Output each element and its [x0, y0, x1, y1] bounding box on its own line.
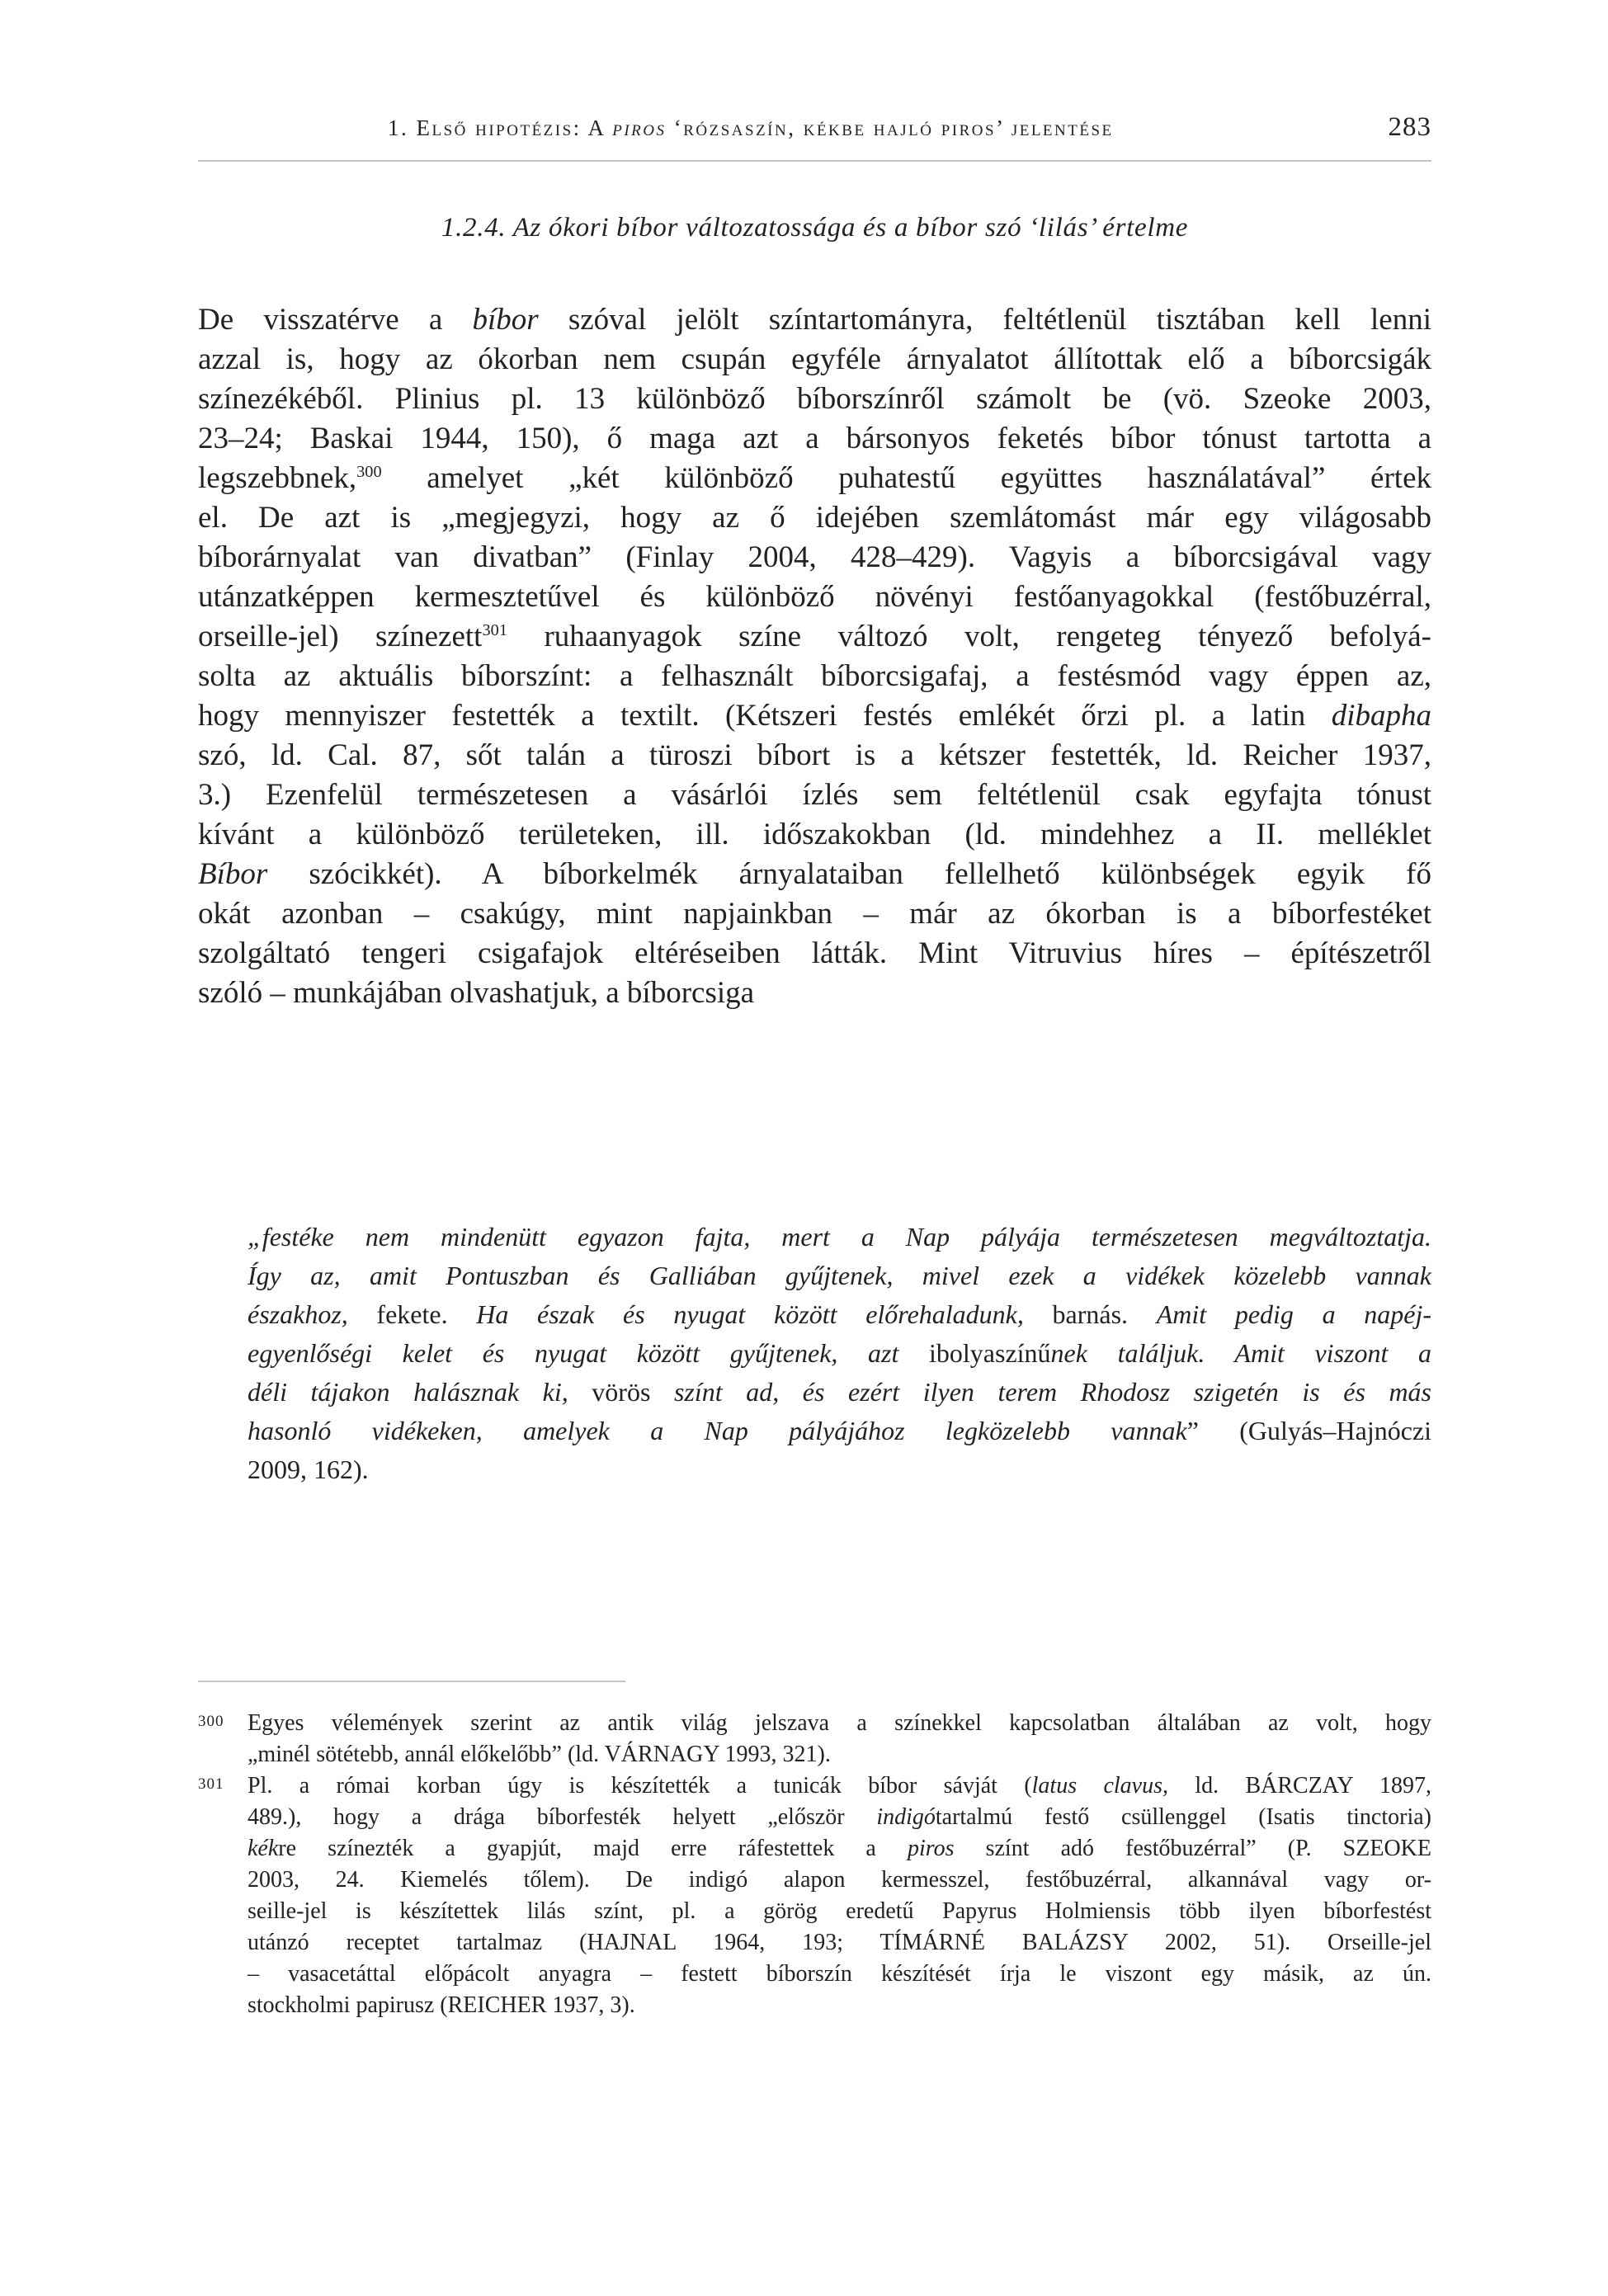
body-line: azzal is, hogy az ókorban nem csupán egyféle árnyalatot állítottak elő a bíborcsigák: [198, 342, 1431, 376]
footnote-ref-301: 301: [482, 620, 507, 639]
footnote-line: Egyes vélemények szerint az antik világ jelszava a színekkel kapcsolatban általában az volt, hogy: [248, 1710, 1431, 1736]
body-line: 3.) Ezenfelül természetesen a vásárlói ízlés sem feltétlenül csak egyfajta tónust: [198, 778, 1431, 812]
footnote-300: [198, 1708, 1431, 1770]
body-line: hogy mennyiszer festették a textilt. (Kétszeri festés emlékét őrzi pl. a latin dibapha: [198, 699, 1431, 733]
body-line: el. De azt is „megjegyzi, hogy az ő idejében szemlátomást már egy világosabb: [198, 501, 1431, 535]
footnote-ref-300: 300: [356, 462, 382, 481]
body-line: 23–24; Baskai 1944, 150), ő maga azt a bársonyos feketés bíbor tónust tartotta a: [198, 422, 1431, 455]
body-line: bíborárnyalat van divatban” (Finlay 2004, 428–429). Vagyis a bíborcsigával vagy: [198, 540, 1431, 574]
body-line: színezékéből. Plinius pl. 13 különböző bíborszínről számolt be (vö. Szeoke 2003,: [198, 382, 1431, 416]
body-line: De visszatérve a bíbor szóval jelölt színtartományra, feltétlenül tisztában kell lenni: [198, 303, 1432, 337]
body-line: szolgáltató tengeri csigafajok eltéréseiben látták. Mint Vitruvius híres – építészetről: [198, 936, 1431, 970]
footnote-line: utánzó receptet tartalmaz (HAJNAL 1964, 193; TÍMÁRNÉ BALÁZSY 2002, 51). Orseille-jel: [248, 1930, 1431, 1955]
footnote-line: Pl. a római korban úgy is készítették a tunicák bíbor sávját (latus clavus, ld. BÁRCZAY 1897,: [248, 1773, 1431, 1799]
footnote-line: „minél sötétebb, annál előkelőbb” (ld. VÁRNAGY 1993, 321).: [248, 1742, 831, 1767]
quote-line: egyenlőségi kelet és nyugat között gyűjtenek, azt ibolyaszínűnek találjuk. Amit viszont a: [248, 1338, 1432, 1368]
footnote-line: stockholmi papirusz (REICHER 1937, 3).: [248, 1992, 635, 2018]
quote-line: hasonló vidékeken, amelyek a Nap pályájához legközelebb vannak” (Gulyás–Hajnóczi: [248, 1416, 1432, 1445]
quote-line: Így az, amit Pontuszban és Galliában gyűjtenek, mivel ezek a vidékek közelebb vannak: [248, 1261, 1431, 1290]
quote-line: „festéke nem mindenütt egyazon fajta, mert a Nap pályája természetesen megváltoztatja.: [248, 1222, 1431, 1252]
body-line: solta az aktuális bíborszínt: a felhasznált bíborcsigafaj, a festésmód vagy éppen az,: [198, 659, 1431, 693]
quote-line: déli tájakon halásznak ki, vörös színt ad, és ezért ilyen terem Rhodosz szigetén is és más: [248, 1377, 1432, 1407]
running-header: [198, 112, 1431, 162]
body-line: kívánt a különböző területeken, ill. időszakokban (ld. mindehhez a II. melléklet: [198, 818, 1431, 851]
quote-line: északhoz, fekete. Ha észak és nyugat között előrehaladunk, barnás. Amit pedig a napéj-: [248, 1299, 1432, 1329]
block-quote: [248, 1218, 1431, 1489]
running-title: 1. Első hipotézis: A piros ‘rózsaszín, kékbe hajló piros’ jelentése: [388, 116, 1114, 140]
footnote-number: 301: [198, 1775, 224, 1793]
footnote-line: 489.), hogy a drága bíborfesték helyett „először indigótartalmú festő csüllenggel (Isatis tinctoria): [248, 1804, 1431, 1830]
footnotes: [198, 1708, 1431, 2021]
body-paragraph: [198, 300, 1431, 1013]
body-line: legszebbnek,$^{300}$ amelyet „két különböző puhatestű együttes használatával” értek: [198, 461, 1431, 495]
quote-line: 2009, 162).: [248, 1454, 369, 1484]
footnote-line: – vasacetáttal előpácolt anyagra – festett bíborszín készítését írja le viszont egy másik, az ún.: [248, 1961, 1431, 1987]
section-heading: 1.2.4. Az ókori bíbor változatossága és a bíbor szó ‘lilás’ értelme: [441, 213, 1189, 243]
body-line: szóló – munkájában olvashatjuk, a bíborcsiga: [198, 976, 755, 1010]
footnote-divider: [198, 1681, 625, 1682]
footnote-line: seille-jel is készítettek lilás színt, pl. a görög eredetű Papyrus Holmiensis több ilyen bíborfestést: [248, 1898, 1431, 1924]
page-number: 283: [1388, 112, 1431, 142]
footnote-301: [198, 1770, 1431, 2021]
body-line: okát azonban – csakúgy, mint napjainkban – már az ókorban is a bíborfestéket: [198, 897, 1431, 931]
footnote-number: 300: [198, 1713, 224, 1730]
body-line: Bíbor szócikkét). A bíborkelmék árnyalataiban fellelhető különbségek egyik fő: [198, 857, 1431, 891]
body-line: szó, ld. Cal. 87, sőt talán a türoszi bíbort is a kétszer festették, ld. Reicher 1937,: [198, 738, 1431, 772]
body-line: utánzatképpen kermesztetűvel és különböző növényi festőanyagokkal (festőbuzérral,: [198, 580, 1431, 614]
footnote-line: kékre színezték a gyapjút, majd erre ráfestettek a piros színt adó festőbuzérral” (P. SZEOKE: [248, 1836, 1431, 1861]
footnote-line: 2003, 24. Kiemelés tőlem). De indigó alapon kermesszel, festőbuzérral, alkannával vagy or-: [248, 1867, 1431, 1893]
body-line: orseille-jel) színezett$^{301}$ ruhaanyagok színe változó volt, rengeteg tényező befolyá-: [198, 620, 1431, 653]
